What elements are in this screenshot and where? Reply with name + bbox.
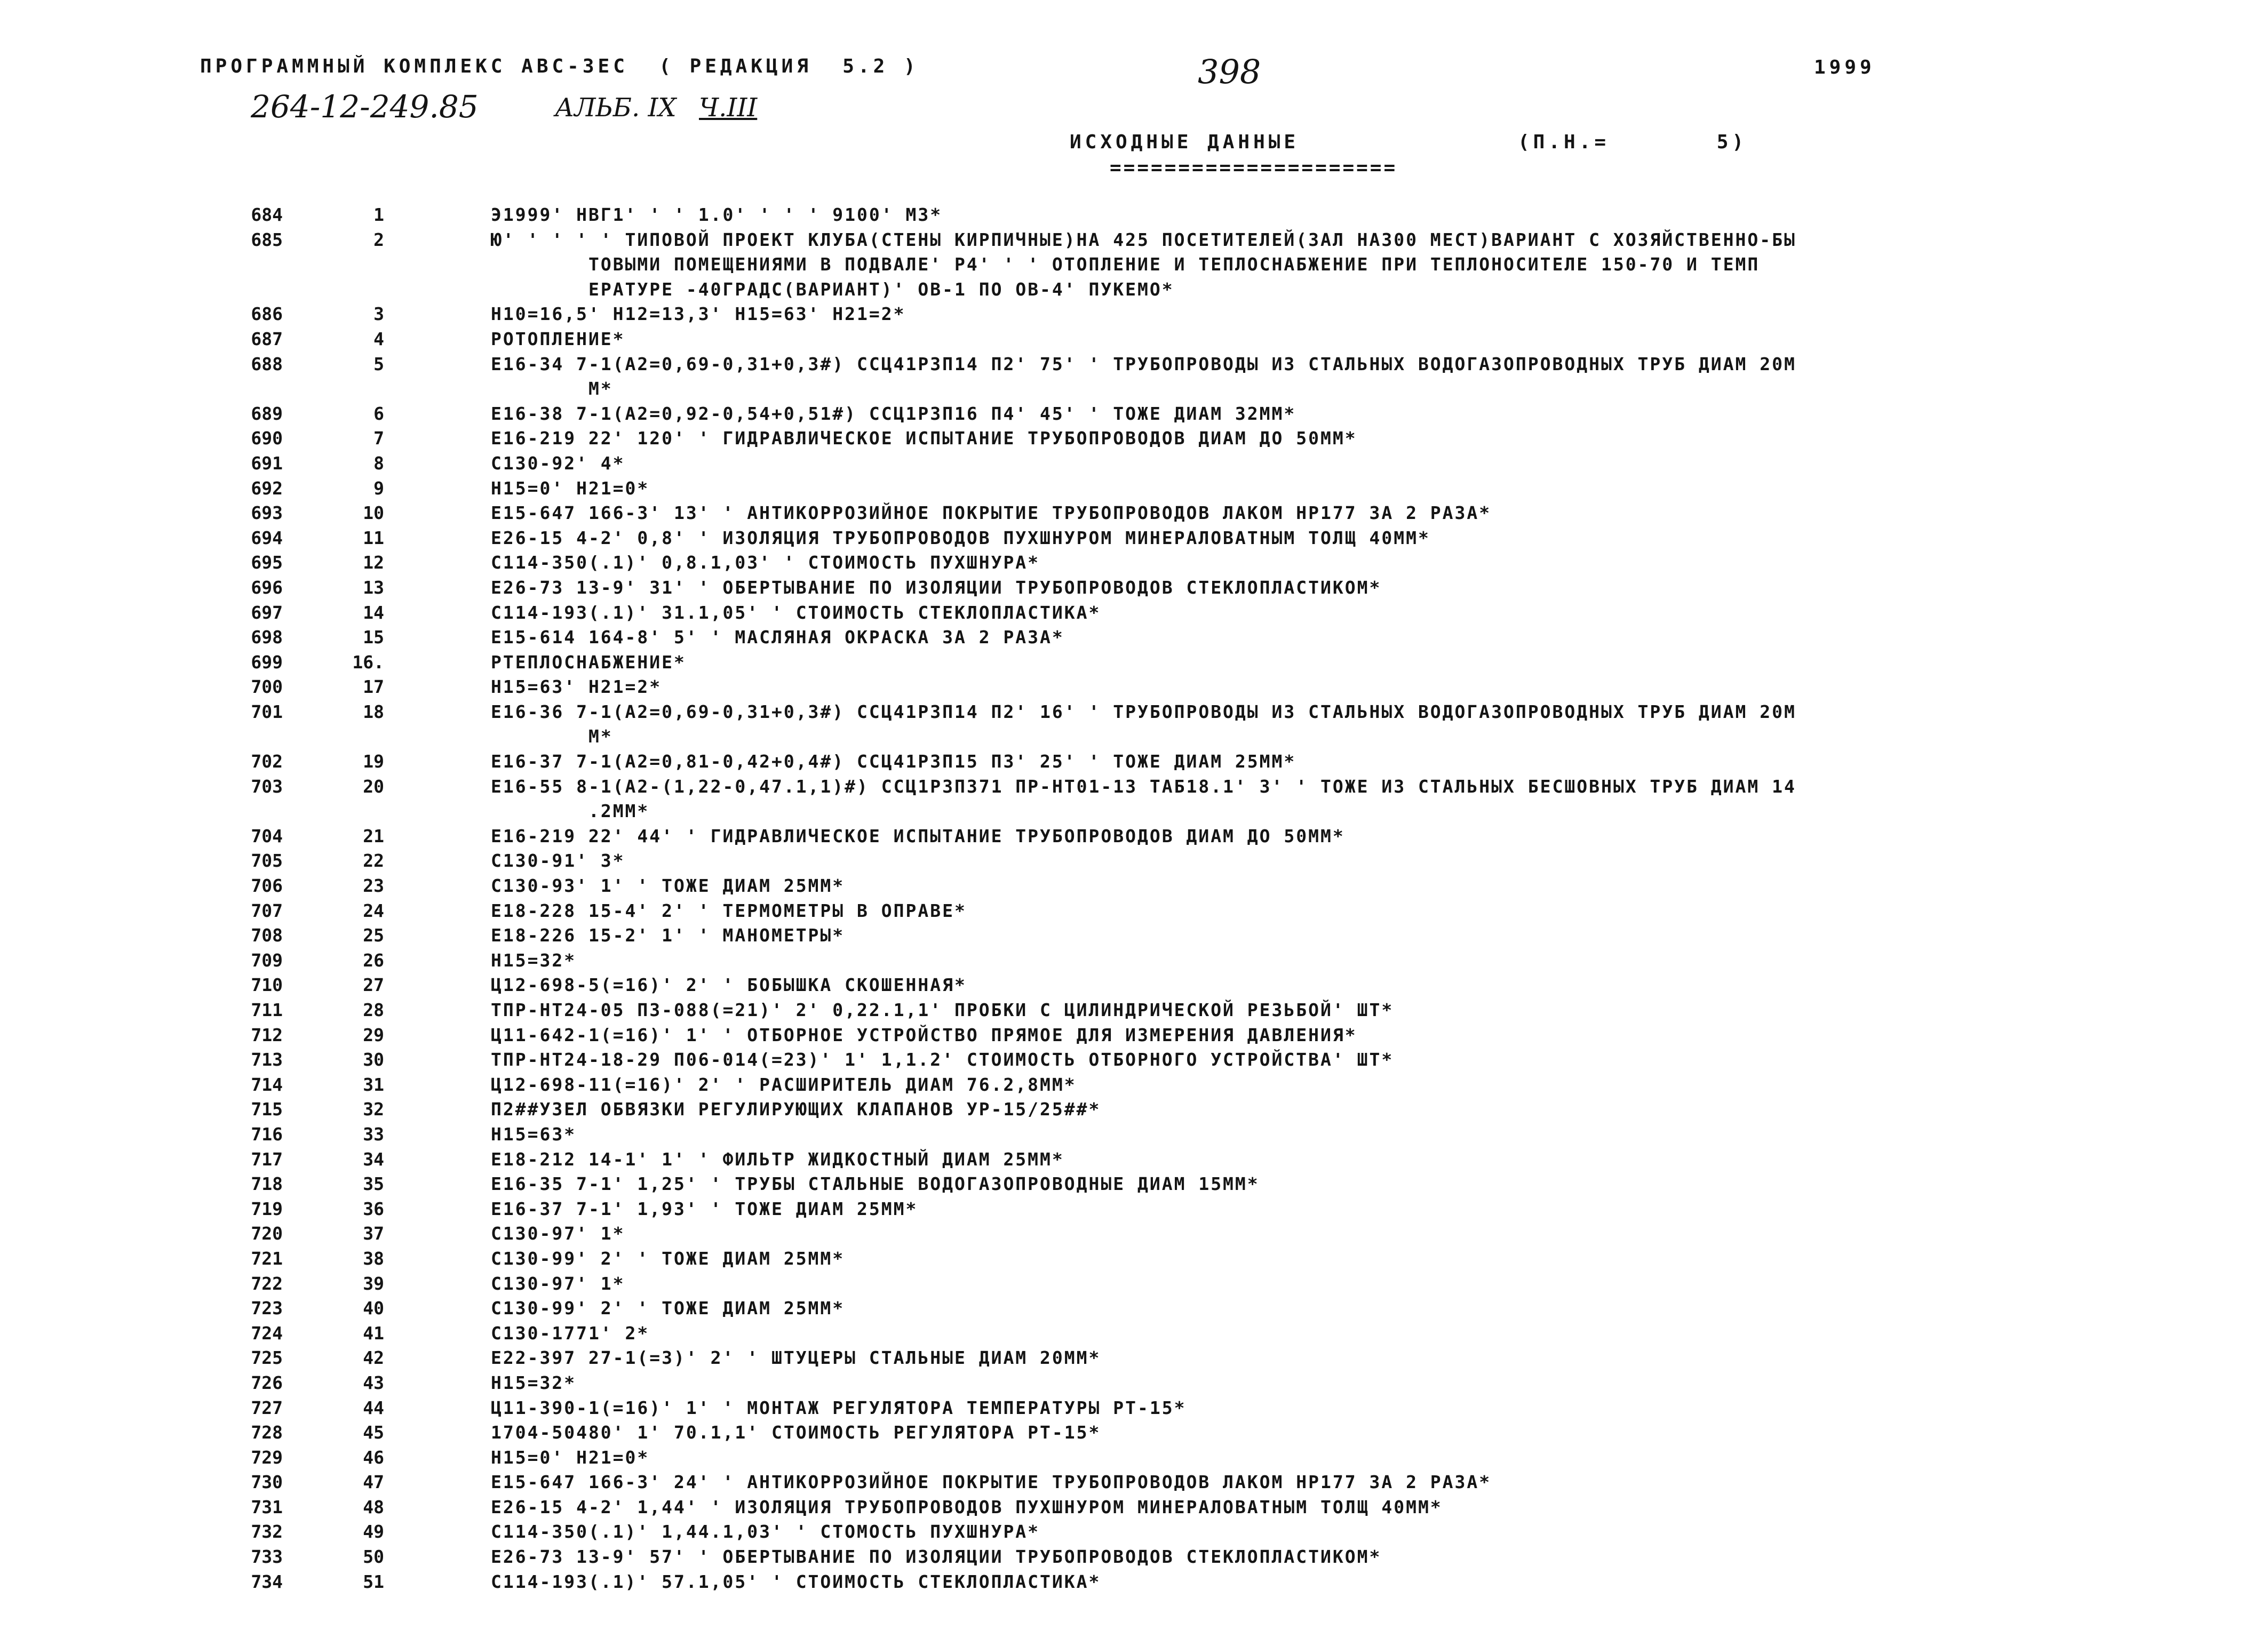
- row-record: Ю' ' ' ' ' ТИПОВОЙ ПРОЕКТ КЛУБА(СТЕНЫ КИРПИЧНЫЕ)НА 425 ПОСЕТИТЕЛЕЙ(ЗАЛ НА300 МЕСТ)ВАРИАНТ С ХОЗЯЙСТВЕННО-БЫ ТОВЫМИ ПОМЕЩЕНИЯМИ В ПОДВАЛЕ' Р4' ' ' ОТОПЛЕНИЕ И ТЕПЛОСНАБЖЕНИЕ ПРИ ТЕПЛОНОСИТЕЛЕ 150-70 И ТЕМП ЕРАТУРЕ -40ГРАДС(ВАРИАНТ)' ОВ-1 ПО ОВ-4' ПУКЕМО*: [491, 229, 1796, 300]
- row-index: 10: [363, 502, 384, 524]
- row-number: 727: [251, 1397, 283, 1418]
- row-number: 725: [251, 1347, 283, 1369]
- row-record: С130-99' 2' ' ТОЖЕ ДИАМ 25ММ*: [491, 1298, 845, 1319]
- row-record: Е16-35 7-1' 1,25' ' ТРУБЫ СТАЛЬНЫЕ ВОДОГАЗОПРОВОДНЫЕ ДИАМ 15ММ*: [491, 1173, 1260, 1195]
- row-index: 44: [363, 1397, 384, 1418]
- handwritten-part: Ч.III: [699, 93, 758, 123]
- row-index: 39: [363, 1273, 384, 1294]
- row-record: С130-97' 1*: [491, 1223, 625, 1244]
- listing-row: [0, 1570, 2268, 1595]
- row-record: Е15-647 166-3' 24' ' АНТИКОРРОЗИЙНОЕ ПОКРЫТИЕ ТРУБОПРОВОДОВ ЛАКОМ НР177 ЗА 2 РАЗА*: [491, 1472, 1492, 1493]
- row-number: 718: [251, 1173, 283, 1195]
- listing-row: [0, 1396, 2268, 1421]
- row-index: 25: [363, 925, 384, 946]
- row-index: 4: [373, 328, 384, 349]
- row-index: 40: [363, 1298, 384, 1319]
- listing-row: [0, 675, 2268, 700]
- row-index: 46: [363, 1447, 384, 1468]
- listing-row: [0, 501, 2268, 526]
- row-number: 714: [251, 1074, 283, 1095]
- listing-row: [0, 1495, 2268, 1520]
- row-index: 49: [363, 1521, 384, 1543]
- listing-row: [0, 1296, 2268, 1321]
- row-index: 13: [363, 577, 384, 598]
- row-index: 32: [363, 1099, 384, 1120]
- listing-row: [0, 700, 2268, 749]
- row-record: С130-1771' 2*: [491, 1322, 650, 1344]
- listing-row: [0, 1147, 2268, 1172]
- listing-row: [0, 476, 2268, 501]
- listing-row: [0, 1346, 2268, 1371]
- row-record: С130-99' 2' ' ТОЖЕ ДИАМ 25ММ*: [491, 1248, 845, 1269]
- section-param: (П.Н.= 5): [1518, 131, 1748, 153]
- listing-row: [0, 899, 2268, 924]
- row-record: Н15=63' Н21=2*: [491, 676, 662, 698]
- listing-row: [0, 824, 2268, 849]
- listing-row: [0, 1048, 2268, 1073]
- row-record: С114-193(.1)' 57.1,05' ' СТОИМОСТЬ СТЕКЛОПЛАСТИКА*: [491, 1571, 1101, 1592]
- row-index: 11: [363, 527, 384, 548]
- listing-row: [0, 1445, 2268, 1471]
- listing-row: [0, 948, 2268, 973]
- row-record: С114-350(.1)' 0,8.1,03' ' СТОИМОСТЬ ПУХШНУРА*: [491, 552, 1040, 573]
- listing-row: [0, 203, 2268, 228]
- row-index: 2: [373, 229, 384, 250]
- row-record: Н15=32*: [491, 1372, 577, 1393]
- listing-row: [0, 923, 2268, 948]
- listing-row: [0, 426, 2268, 451]
- listing-row: [0, 1420, 2268, 1445]
- row-record: ТПР-НТ24-18-29 П06-014(=23)' 1' 1,1.2' СТОИМОСТЬ ОТБОРНОГО УСТРОЙСТВА' ШТ*: [491, 1049, 1394, 1070]
- row-number: 711: [251, 1000, 283, 1021]
- row-index: 37: [363, 1223, 384, 1244]
- row-number: 721: [251, 1248, 283, 1269]
- listing-row: [0, 601, 2268, 626]
- row-record: Н15=63*: [491, 1123, 577, 1145]
- row-index: 35: [363, 1173, 384, 1195]
- row-index: 9: [373, 477, 384, 499]
- row-record: Е18-228 15-4' 2' ' ТЕРМОМЕТРЫ В ОПРАВЕ*: [491, 900, 967, 921]
- row-index: 42: [363, 1347, 384, 1369]
- listing-row: [0, 973, 2268, 998]
- listing-row: [0, 1023, 2268, 1048]
- listing-row: [0, 874, 2268, 899]
- listing-row: [0, 1321, 2268, 1346]
- row-number: 697: [251, 602, 283, 623]
- row-number: 699: [251, 651, 283, 673]
- listing-row: [0, 302, 2268, 327]
- row-index: 14: [363, 602, 384, 623]
- row-record: Е15-647 166-3' 13' ' АНТИКОРРОЗИЙНОЕ ПОКРЫТИЕ ТРУБОПРОВОДОВ ЛАКОМ НР177 ЗА 2 РАЗА*: [491, 502, 1492, 524]
- row-index: 3: [373, 303, 384, 325]
- row-record: Е16-38 7-1(А2=0,92-0,54+0,51#) ССЦ1Р3П16 П4' 45' ' ТОЖЕ ДИАМ 32ММ*: [491, 403, 1296, 424]
- row-number: 734: [251, 1571, 283, 1592]
- row-index: 8: [373, 452, 384, 474]
- row-number: 723: [251, 1298, 283, 1319]
- row-index: 50: [363, 1546, 384, 1568]
- row-number: 686: [251, 303, 283, 325]
- row-record: Н15=32*: [491, 949, 577, 971]
- row-number: 685: [251, 229, 283, 250]
- row-index: 47: [363, 1472, 384, 1493]
- row-number: 724: [251, 1322, 283, 1344]
- row-record: Е16-34 7-1(А2=0,69-0,31+0,3#) ССЦ41Р3П14 П2' 75' ' ТРУБОПРОВОДЫ ИЗ СТАЛЬНЫХ ВОДОГАЗОПРОВОДНЫХ ТРУБ ДИАМ 20М М*: [491, 353, 1796, 399]
- row-record: С130-93' 1' ' ТОЖЕ ДИАМ 25ММ*: [491, 875, 845, 897]
- row-record: П2##УЗЕЛ ОБВЯЗКИ РЕГУЛИРУЮЩИХ КЛАПАНОВ УР-15/25##*: [491, 1099, 1101, 1120]
- row-index: 19: [363, 751, 384, 772]
- row-index: 48: [363, 1496, 384, 1517]
- listing-row: [0, 1097, 2268, 1122]
- row-index: 1: [373, 204, 384, 225]
- row-number: 715: [251, 1099, 283, 1120]
- row-record: Н15=0' Н21=0*: [491, 1447, 650, 1468]
- row-index: 29: [363, 1024, 384, 1045]
- listing-row: [0, 1247, 2268, 1272]
- row-record: Е26-73 13-9' 31' ' ОБЕРТЫВАНИЕ ПО ИЗОЛЯЦИИ ТРУБОПРОВОДОВ СТЕКЛОПЛАСТИКОМ*: [491, 577, 1382, 598]
- row-number: 692: [251, 477, 283, 499]
- row-index: 43: [363, 1372, 384, 1393]
- row-number: 698: [251, 627, 283, 648]
- listing-row: [0, 650, 2268, 675]
- row-record: Е26-15 4-2' 1,44' ' ИЗОЛЯЦИЯ ТРУБОПРОВОДОВ ПУХШНУРОМ МИНЕРАЛОВАТНЫМ ТОЛЩ 40ММ*: [491, 1496, 1443, 1517]
- listing-row: [0, 849, 2268, 874]
- header-year: 1999: [1814, 57, 1875, 78]
- row-index: 38: [363, 1248, 384, 1269]
- row-number: 684: [251, 204, 283, 225]
- row-number: 716: [251, 1123, 283, 1145]
- row-record: Е16-37 7-1' 1,93' ' ТОЖЕ ДИАМ 25ММ*: [491, 1198, 918, 1219]
- row-number: 701: [251, 701, 283, 722]
- row-record: Е16-37 7-1(А2=0,81-0,42+0,4#) ССЦ41Р3П15 П3' 25' ' ТОЖЕ ДИАМ 25ММ*: [491, 751, 1296, 772]
- data-listing: [0, 203, 2268, 1594]
- row-index: 20: [363, 776, 384, 797]
- row-number: 704: [251, 825, 283, 846]
- listing-row: [0, 1221, 2268, 1247]
- row-number: 732: [251, 1521, 283, 1543]
- row-index: 21: [363, 825, 384, 846]
- row-number: 717: [251, 1148, 283, 1170]
- row-record: Е26-15 4-2' 0,8' ' ИЗОЛЯЦИЯ ТРУБОПРОВОДОВ ПУХШНУРОМ МИНЕРАЛОВАТНЫМ ТОЛЩ 40ММ*: [491, 527, 1430, 548]
- row-record: Е16-55 8-1(А2-(1,22-0,47.1,1)#) ССЦ1Р3П371 ПР-НТ01-13 ТАБ18.1' 3' ' ТОЖЕ ИЗ СТАЛЬНЫХ БЕСШОВНЫХ ТРУБ ДИАМ 14 .2ММ*: [491, 776, 1796, 822]
- listing-row: [0, 1122, 2268, 1147]
- row-record: Е18-212 14-1' 1' ' ФИЛЬТР ЖИДКОСТНЫЙ ДИАМ 25ММ*: [491, 1148, 1064, 1170]
- row-index: 30: [363, 1049, 384, 1070]
- row-index: 45: [363, 1422, 384, 1443]
- row-record: Э1999' НВГ1' ' ' 1.0' ' ' ' 9100' М3*: [491, 204, 943, 225]
- row-index: 36: [363, 1198, 384, 1219]
- row-number: 733: [251, 1546, 283, 1568]
- row-number: 722: [251, 1273, 283, 1294]
- row-index: 51: [363, 1571, 384, 1592]
- row-number: 700: [251, 676, 283, 698]
- listing-row: [0, 402, 2268, 427]
- listing-row: [0, 1197, 2268, 1222]
- row-record: Е22-397 27-1(=3)' 2' ' ШТУЦЕРЫ СТАЛЬНЫЕ ДИАМ 20ММ*: [491, 1347, 1101, 1369]
- row-index: 12: [363, 552, 384, 573]
- row-number: 709: [251, 949, 283, 971]
- row-number: 688: [251, 353, 283, 374]
- row-record: Ц11-390-1(=16)' 1' ' МОНТАЖ РЕГУЛЯТОРА ТЕМПЕРАТУРЫ РТ-15*: [491, 1397, 1187, 1418]
- row-index: 27: [363, 974, 384, 996]
- row-number: 691: [251, 452, 283, 474]
- row-record: РТЕПЛОСНАБЖЕНИЕ*: [491, 651, 686, 673]
- row-record: С114-350(.1)' 1,44.1,03' ' СТОМОСТЬ ПУХШНУРА*: [491, 1521, 1040, 1543]
- row-record: 1704-50480' 1' 70.1,1' СТОИМОСТЬ РЕГУЛЯТОРА РТ-15*: [491, 1422, 1101, 1443]
- row-record: Е15-614 164-8' 5' ' МАСЛЯНАЯ ОКРАСКА ЗА 2 РАЗА*: [491, 627, 1064, 648]
- row-number: 693: [251, 502, 283, 524]
- row-number: 690: [251, 428, 283, 449]
- row-number: 707: [251, 900, 283, 921]
- listing-row: [0, 550, 2268, 576]
- row-number: 726: [251, 1372, 283, 1393]
- row-index: 24: [363, 900, 384, 921]
- row-record: С130-97' 1*: [491, 1273, 625, 1294]
- row-index: 31: [363, 1074, 384, 1095]
- row-number: 689: [251, 403, 283, 424]
- row-index: 15: [363, 627, 384, 648]
- row-index: 6: [373, 403, 384, 424]
- row-number: 710: [251, 974, 283, 996]
- listing-row: [0, 1272, 2268, 1297]
- row-number: 708: [251, 925, 283, 946]
- row-record: Е16-219 22' 120' ' ГИДРАВЛИЧЕСКОЕ ИСПЫТАНИЕ ТРУБОПРОВОДОВ ДИАМ ДО 50ММ*: [491, 428, 1357, 449]
- listing-row: [0, 774, 2268, 824]
- row-number: 687: [251, 328, 283, 349]
- row-record: Е16-36 7-1(А2=0,69-0,31+0,3#) ССЦ41Р3П14 П2' 16' ' ТРУБОПРОВОДЫ ИЗ СТАЛЬНЫХ ВОДОГАЗОПРОВОДНЫХ ТРУБ ДИАМ 20М М*: [491, 701, 1796, 747]
- listing-row: [0, 1073, 2268, 1098]
- row-record: Н15=0' Н21=0*: [491, 477, 650, 499]
- row-record: РОТОПЛЕНИЕ*: [491, 328, 625, 349]
- row-number: 713: [251, 1049, 283, 1070]
- row-record: Ц11-642-1(=16)' 1' ' ОТБОРНОЕ УСТРОЙСТВО ПРЯМОЕ ДЛЯ ИЗМЕРЕНИЯ ДАВЛЕНИЯ*: [491, 1024, 1357, 1045]
- header-program: ПРОГРАММНЫЙ КОМПЛЕКС АВС-3ЕС ( РЕДАКЦИЯ 5.2 ): [200, 55, 919, 77]
- row-index: 17: [363, 676, 384, 698]
- row-index: 18: [363, 701, 384, 722]
- row-index: 22: [363, 850, 384, 872]
- listing-row: [0, 998, 2268, 1023]
- row-index: 41: [363, 1322, 384, 1344]
- row-number: 719: [251, 1198, 283, 1219]
- row-record: Ц12-698-5(=16)' 2' ' БОБЫШКА СКОШЕННАЯ*: [491, 974, 967, 996]
- row-number: 694: [251, 527, 283, 548]
- listing-row: [0, 1172, 2268, 1197]
- row-index: 34: [363, 1148, 384, 1170]
- row-number: 696: [251, 577, 283, 598]
- listing-row: [0, 1371, 2268, 1396]
- handwritten-album: АЛЬБ. IX: [555, 93, 677, 123]
- row-index: 28: [363, 1000, 384, 1021]
- row-number: 705: [251, 850, 283, 872]
- row-number: 695: [251, 552, 283, 573]
- row-record: С114-193(.1)' 31.1,05' ' СТОИМОСТЬ СТЕКЛОПЛАСТИКА*: [491, 602, 1101, 623]
- section-underline: =====================: [1110, 157, 1398, 179]
- row-index: 26: [363, 949, 384, 971]
- row-index: 5: [373, 353, 384, 374]
- listing-row: [0, 1520, 2268, 1545]
- listing-row: [0, 1470, 2268, 1495]
- row-number: 728: [251, 1422, 283, 1443]
- row-number: 703: [251, 776, 283, 797]
- row-index: 7: [373, 428, 384, 449]
- row-record: Ц12-698-11(=16)' 2' ' РАСШИРИТЕЛЬ ДИАМ 76.2,8ММ*: [491, 1074, 1077, 1095]
- row-number: 720: [251, 1223, 283, 1244]
- listing-row: [0, 625, 2268, 650]
- row-record: С130-92' 4*: [491, 452, 625, 474]
- row-index: 23: [363, 875, 384, 897]
- listing-row: [0, 352, 2268, 402]
- page-number: 398: [1198, 52, 1261, 91]
- row-number: 731: [251, 1496, 283, 1517]
- row-index: 33: [363, 1123, 384, 1145]
- row-number: 712: [251, 1024, 283, 1045]
- listing-row: [0, 327, 2268, 352]
- listing-row: [0, 576, 2268, 601]
- row-number: 706: [251, 875, 283, 897]
- listing-row: [0, 228, 2268, 302]
- row-number: 702: [251, 751, 283, 772]
- row-record: С130-91' 3*: [491, 850, 625, 872]
- row-record: ТПР-НТ24-05 П3-088(=21)' 2' 0,22.1,1' ПРОБКИ С ЦИЛИНДРИЧЕСКОЙ РЕЗЬБОЙ' ШТ*: [491, 1000, 1394, 1021]
- row-number: 730: [251, 1472, 283, 1493]
- row-record: Е16-219 22' 44' ' ГИДРАВЛИЧЕСКОЕ ИСПЫТАНИЕ ТРУБОПРОВОДОВ ДИАМ ДО 50ММ*: [491, 825, 1345, 846]
- listing-row: [0, 451, 2268, 476]
- listing-row: [0, 1545, 2268, 1570]
- listing-row: [0, 526, 2268, 551]
- row-number: 729: [251, 1447, 283, 1468]
- section-title: ИСХОДНЫЕ ДАННЫЕ: [1070, 131, 1300, 153]
- row-record: Н10=16,5' Н12=13,3' Н15=63' Н21=2*: [491, 303, 906, 325]
- row-index: 16.: [352, 651, 384, 673]
- row-record: Е26-73 13-9' 57' ' ОБЕРТЫВАНИЕ ПО ИЗОЛЯЦИИ ТРУБОПРОВОДОВ СТЕКЛОПЛАСТИКОМ*: [491, 1546, 1382, 1568]
- row-record: Е18-226 15-2' 1' ' МАНОМЕТРЫ*: [491, 925, 845, 946]
- listing-row: [0, 749, 2268, 774]
- handwritten-ref: 264-12-249.85: [251, 89, 479, 125]
